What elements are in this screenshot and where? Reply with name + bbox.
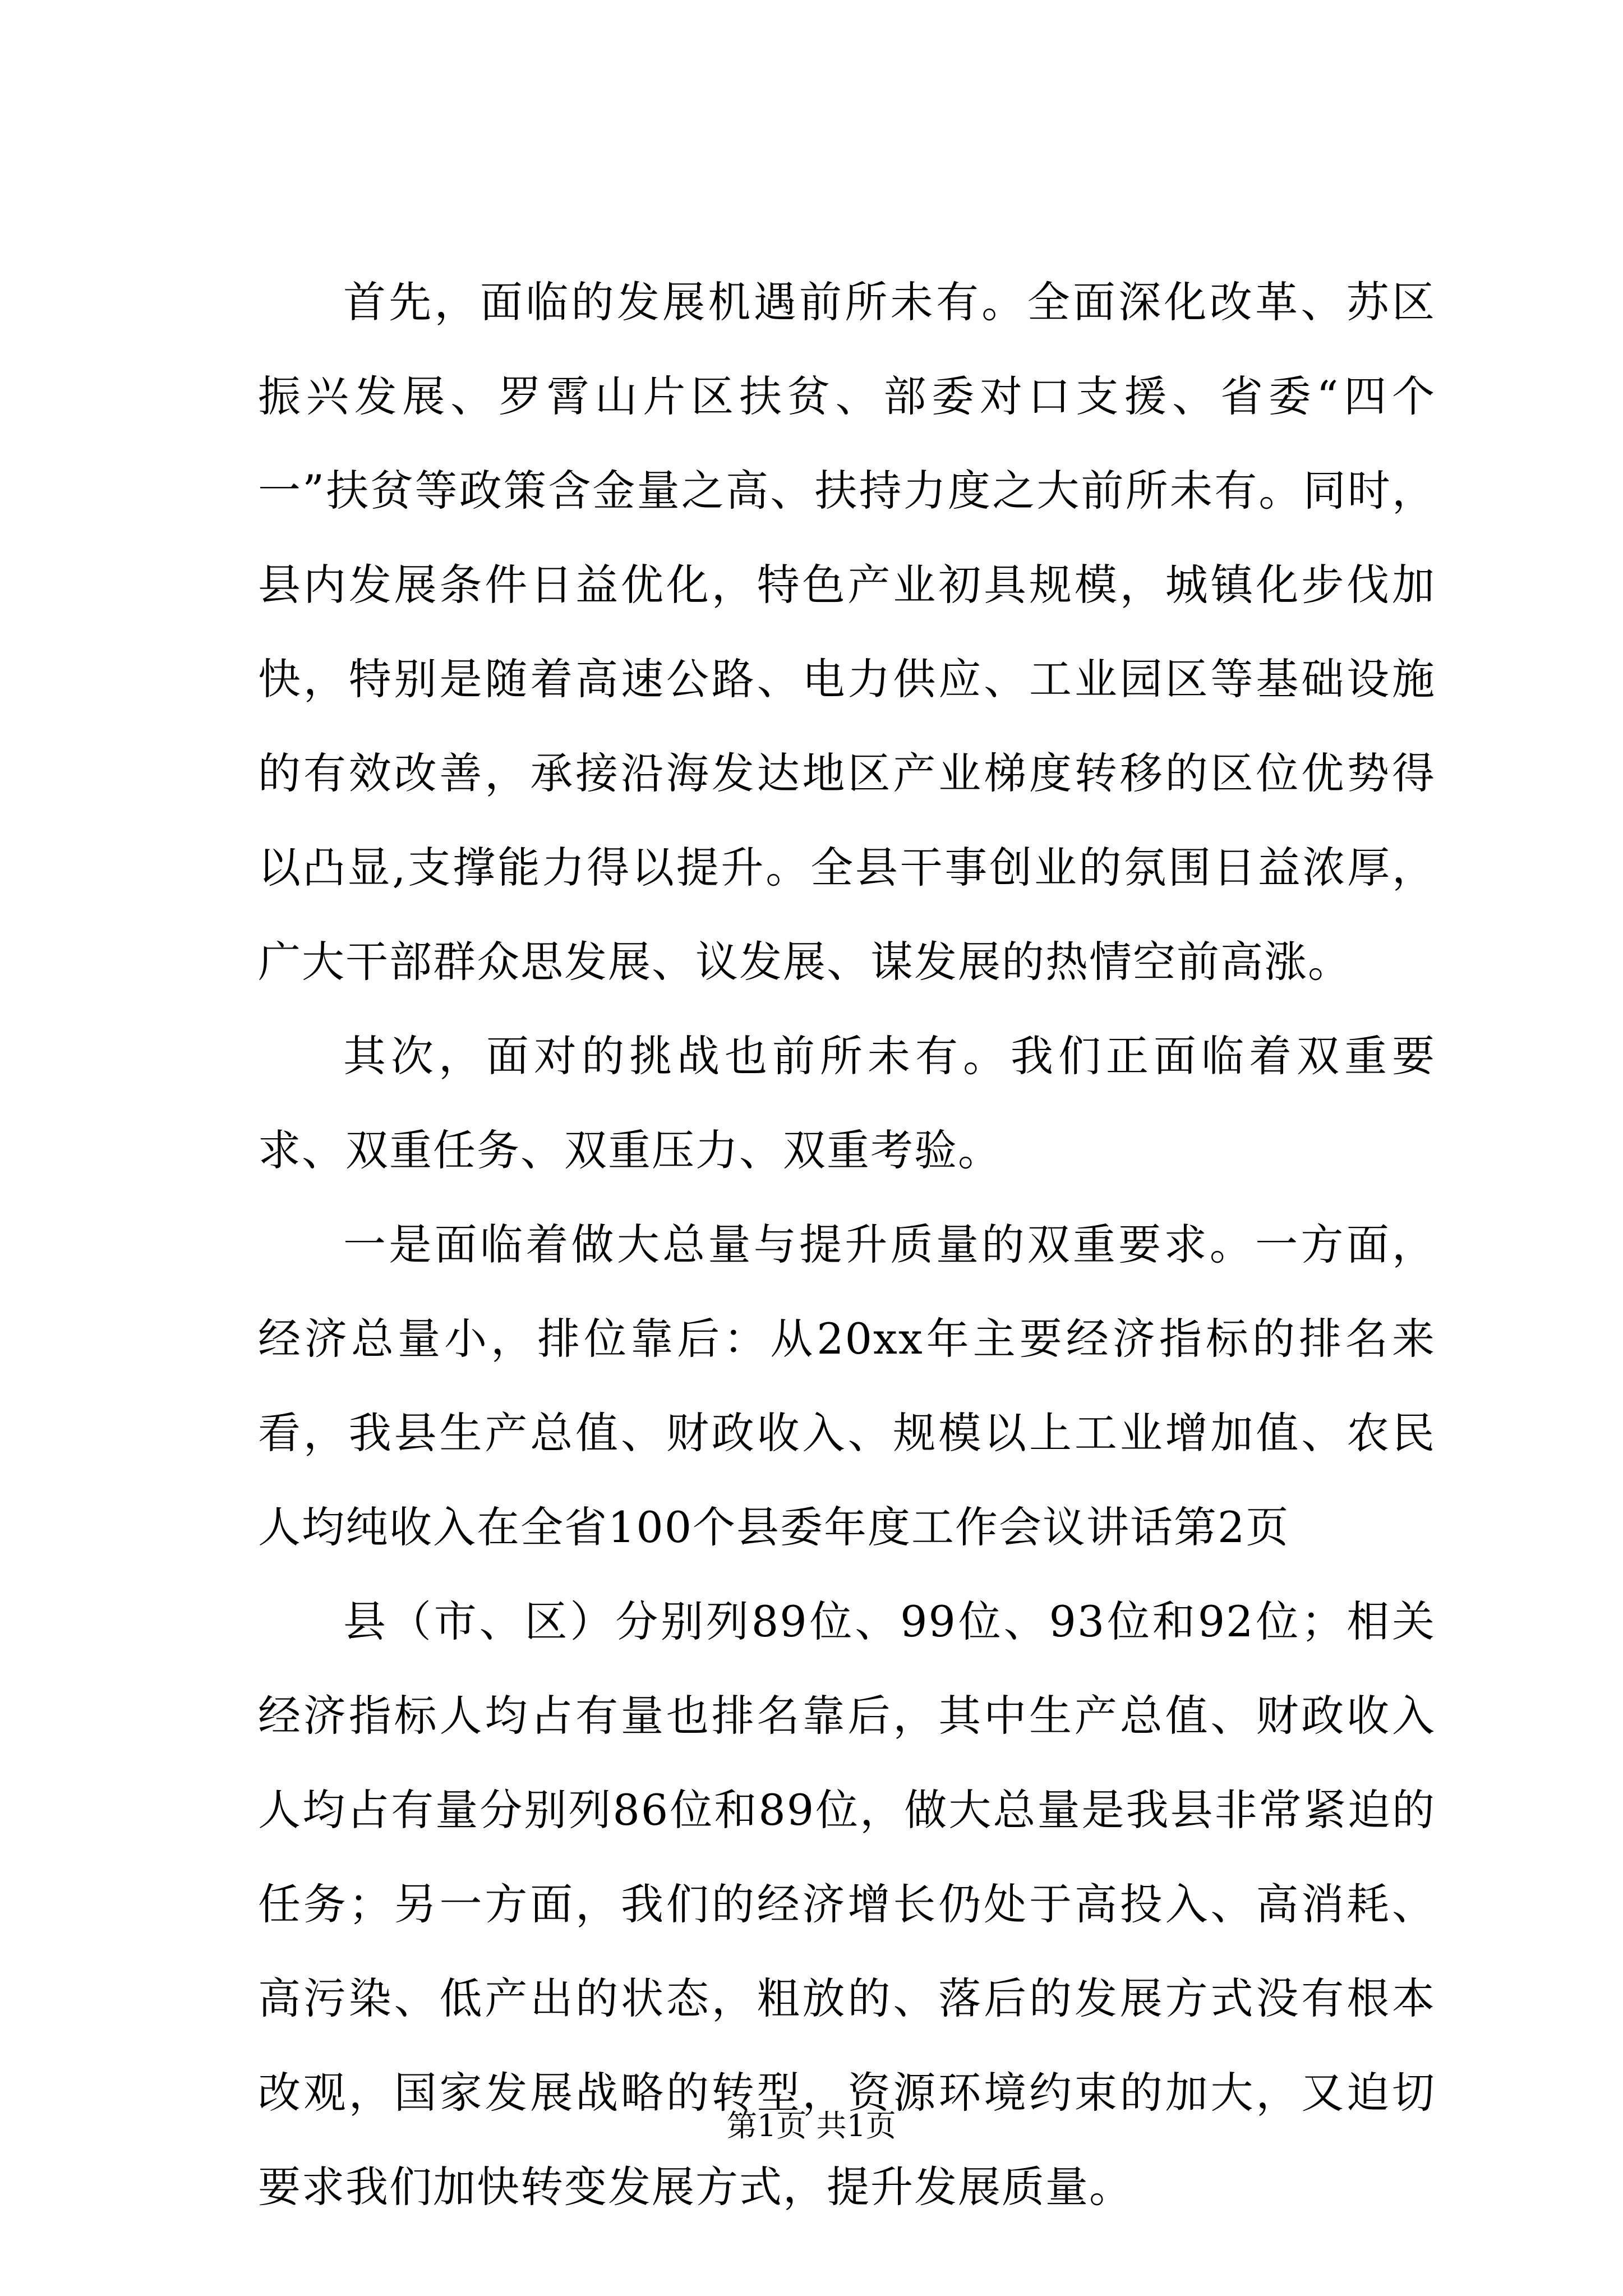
paragraph-challenges: 其次，面对的挑战也前所未有。我们正面临着双重要求、双重任务、双重压力、双重考验。 [258, 1031, 1436, 1175]
paragraph-dual-requirements: 一是面临着做大总量与提升质量的双重要求。一方面，经济总量小，排位靠后：从20xx年主要经济指标的排名来看，我县生产总值、财政收入、规模以上工业增加值、农民人均纯收入在全省100个县委年度工作会议讲话第2页 [258, 1220, 1436, 1552]
page-footer: 第1页 共1页 [727, 2108, 896, 2143]
paragraph-opportunities: 首先，面临的发展机遇前所未有。全面深化改革、苏区振兴发展、罗霄山片区扶贫、部委对口支援、省委“四个一”扶贫等政策含金量之高、扶持力度之大前所未有。同时，县内发展条件日益优化，特色产业初具规模，城镇化步伐加快，特别是随着高速公路、电力供应、工业园区等基础设施的有效改善，承接沿海发达地区产业梯度转移的区位优势得以凸显,支撑能力得以提升。全县干事创业的氛围日益浓厚，广大干部群众思发展、议发展、谋发展的热情空前高涨。 [258, 277, 1436, 987]
paragraph-rankings: 县（市、区）分别列89位、99位、93位和92位；相关经济指标人均占有量也排名靠后，其中生产总值、财政收入人均占有量分别列86位和89位，做大总量是我县非常紧迫的任务；另一方面，我们的经济增长仍处于高投入、高消耗、高污染、低产出的状态，粗放的、落后的发展方式没有根本改观，国家发展战略的转型，资源环境约束的加大，又迫切要求我们加快转变发展方式，提升发展质量。 [258, 1596, 1436, 2212]
document-body [258, 255, 1436, 2234]
